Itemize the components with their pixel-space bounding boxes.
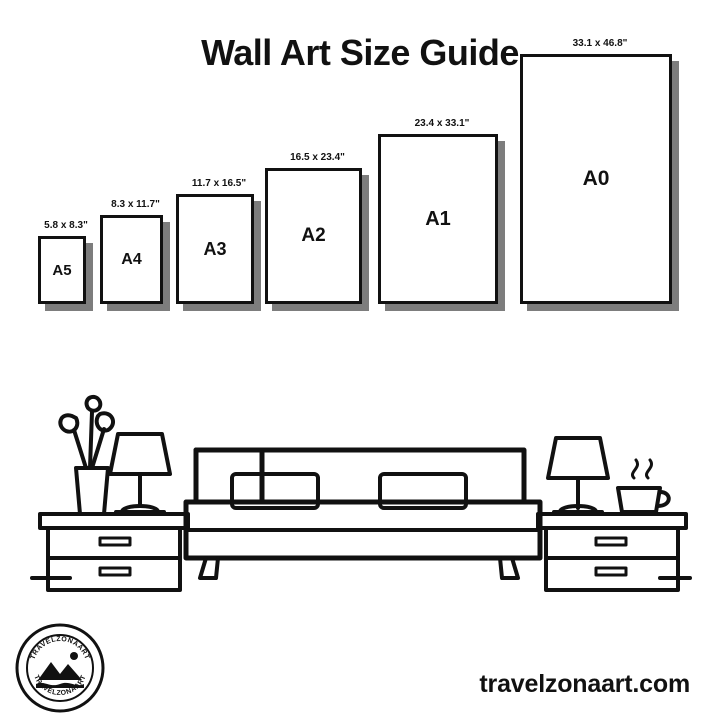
frame-a1 (378, 118, 506, 312)
frame-size-label: 23.4 x 33.1" (414, 118, 470, 129)
logo-badge-icon (14, 622, 106, 714)
vase-with-flowers (60, 397, 113, 514)
frame-name-label: A3 (203, 238, 227, 259)
frame-name-label: A1 (425, 207, 451, 230)
frame-a0 (520, 38, 680, 312)
coffee-cup (618, 460, 669, 512)
frame-name-label: A4 (121, 250, 142, 268)
frame-size-label: 5.8 x 8.3" (44, 220, 88, 231)
frame-size-label: 8.3 x 11.7" (111, 199, 160, 210)
frame-outline (100, 215, 163, 304)
frame-outline (378, 134, 498, 304)
brand-logo (14, 622, 106, 714)
frame-name-label: A2 (301, 225, 326, 246)
frame-name-label: A0 (582, 167, 610, 190)
logo-top-text: TRAVELZONAART (29, 635, 91, 661)
frame-outline (38, 236, 86, 304)
frame-size-label: 16.5 x 23.4" (290, 152, 345, 163)
bedroom-illustration (0, 382, 720, 612)
bed (186, 450, 540, 578)
frame-outline (176, 194, 254, 304)
left-table-lamp (110, 434, 170, 512)
frame-outline (520, 54, 672, 304)
frame-a5 (38, 220, 94, 312)
frame-name-label: A5 (52, 261, 72, 279)
frame-size-label: 11.7 x 16.5" (191, 178, 247, 189)
page-title: Wall Art Size Guide (201, 32, 519, 73)
footer (0, 612, 720, 720)
right-table-lamp (548, 438, 608, 512)
frame-a2 (265, 152, 370, 312)
frame-size-label: 33.1 x 46.8" (572, 38, 628, 49)
bedroom-scene (0, 382, 720, 612)
site-url: travelzonaart.com (479, 670, 690, 698)
logo-bottom-text: TRAVELZONAART (32, 674, 88, 698)
frame-a3 (176, 178, 262, 312)
frame-outline (265, 168, 362, 304)
frame-a4 (100, 199, 171, 312)
